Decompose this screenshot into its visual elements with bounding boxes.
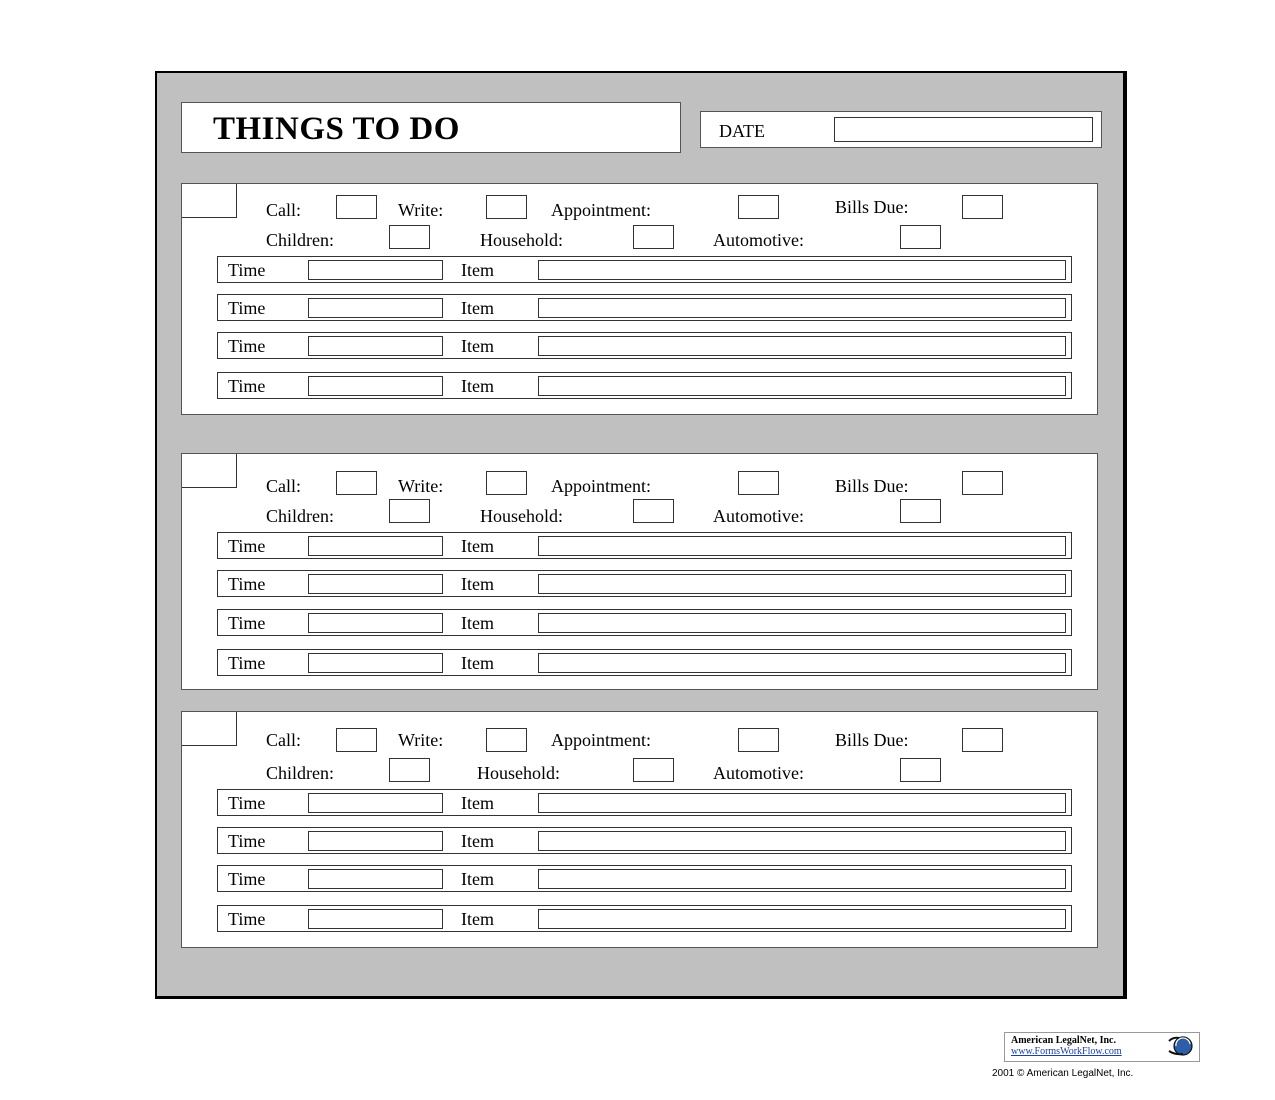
todo-row	[217, 532, 1072, 559]
item-field[interactable]	[538, 793, 1066, 813]
item-field[interactable]	[538, 260, 1066, 280]
household-checkbox[interactable]	[633, 499, 674, 523]
item-label: Item	[461, 376, 494, 396]
call-checkbox[interactable]	[336, 195, 377, 219]
company-name: American LegalNet, Inc.	[1011, 1035, 1116, 1046]
bills-due-checkbox[interactable]	[962, 195, 1003, 219]
bills-due-checkbox[interactable]	[962, 728, 1003, 752]
household-label: Household:	[480, 230, 563, 250]
publisher-logo	[1004, 1032, 1200, 1062]
todo-row	[217, 827, 1072, 854]
time-field[interactable]	[308, 653, 443, 673]
section-checkbox[interactable]	[182, 454, 237, 488]
todo-row	[217, 789, 1072, 816]
automotive-checkbox[interactable]	[900, 758, 941, 782]
item-label: Item	[461, 793, 494, 813]
date-label: DATE	[719, 121, 765, 141]
time-label: Time	[228, 909, 266, 929]
title-box	[181, 102, 681, 153]
todo-row	[217, 865, 1072, 892]
write-label: Write:	[398, 200, 444, 220]
time-label: Time	[228, 869, 266, 889]
time-field[interactable]	[308, 298, 443, 318]
appointment-label: Appointment:	[551, 730, 651, 750]
call-checkbox[interactable]	[336, 728, 377, 752]
automotive-checkbox[interactable]	[900, 225, 941, 249]
write-checkbox[interactable]	[486, 471, 527, 495]
item-label: Item	[461, 336, 494, 356]
bills-due-label: Bills Due:	[835, 730, 909, 750]
appointment-label: Appointment:	[551, 476, 651, 496]
todo-row	[217, 570, 1072, 597]
todo-row	[217, 294, 1072, 321]
item-field[interactable]	[538, 536, 1066, 556]
item-label: Item	[461, 260, 494, 280]
time-field[interactable]	[308, 376, 443, 396]
time-field[interactable]	[308, 869, 443, 889]
item-label: Item	[461, 613, 494, 633]
time-field[interactable]	[308, 613, 443, 633]
item-field[interactable]	[538, 574, 1066, 594]
time-label: Time	[228, 260, 266, 280]
children-label: Children:	[266, 506, 334, 526]
todo-row	[217, 372, 1072, 399]
automotive-label: Automotive:	[713, 230, 804, 250]
automotive-label: Automotive:	[713, 763, 804, 783]
call-checkbox[interactable]	[336, 471, 377, 495]
appointment-checkbox[interactable]	[738, 471, 779, 495]
time-label: Time	[228, 298, 266, 318]
date-box	[700, 111, 1102, 148]
item-field[interactable]	[538, 376, 1066, 396]
website-link[interactable]: www.FormsWorkFlow.com	[1011, 1046, 1122, 1057]
copyright-text: 2001 © American LegalNet, Inc.	[992, 1068, 1134, 1079]
call-label: Call:	[266, 476, 301, 496]
write-checkbox[interactable]	[486, 728, 527, 752]
time-label: Time	[228, 831, 266, 851]
time-label: Time	[228, 653, 266, 673]
todo-section-3	[181, 711, 1098, 948]
time-field[interactable]	[308, 793, 443, 813]
call-label: Call:	[266, 730, 301, 750]
household-label: Household:	[480, 506, 563, 526]
time-label: Time	[228, 613, 266, 633]
item-field[interactable]	[538, 909, 1066, 929]
household-label: Household:	[477, 763, 560, 783]
bills-due-label: Bills Due:	[835, 476, 909, 496]
todo-row	[217, 609, 1072, 636]
write-checkbox[interactable]	[486, 195, 527, 219]
appointment-label: Appointment:	[551, 200, 651, 220]
date-field[interactable]	[834, 117, 1093, 142]
children-checkbox[interactable]	[389, 758, 430, 782]
write-label: Write:	[398, 476, 444, 496]
item-label: Item	[461, 574, 494, 594]
todo-row	[217, 332, 1072, 359]
item-field[interactable]	[538, 298, 1066, 318]
item-field[interactable]	[538, 613, 1066, 633]
time-label: Time	[228, 574, 266, 594]
children-label: Children:	[266, 763, 334, 783]
time-label: Time	[228, 793, 266, 813]
page-title: THINGS TO DO	[213, 111, 460, 147]
children-checkbox[interactable]	[389, 225, 430, 249]
time-label: Time	[228, 536, 266, 556]
call-label: Call:	[266, 200, 301, 220]
automotive-label: Automotive:	[713, 506, 804, 526]
bills-due-checkbox[interactable]	[962, 471, 1003, 495]
bills-due-label: Bills Due:	[835, 197, 909, 217]
children-checkbox[interactable]	[389, 499, 430, 523]
time-field[interactable]	[308, 336, 443, 356]
todo-row	[217, 256, 1072, 283]
item-label: Item	[461, 653, 494, 673]
appointment-checkbox[interactable]	[738, 195, 779, 219]
todo-section-1	[181, 183, 1098, 415]
globe-arrow-icon	[1167, 1035, 1195, 1057]
item-field[interactable]	[538, 336, 1066, 356]
time-field[interactable]	[308, 536, 443, 556]
appointment-checkbox[interactable]	[738, 728, 779, 752]
item-field[interactable]	[538, 653, 1066, 673]
item-label: Item	[461, 536, 494, 556]
item-label: Item	[461, 831, 494, 851]
automotive-checkbox[interactable]	[900, 499, 941, 523]
children-label: Children:	[266, 230, 334, 250]
section-checkbox[interactable]	[182, 184, 237, 218]
household-checkbox[interactable]	[633, 225, 674, 249]
section-checkbox[interactable]	[182, 712, 237, 746]
time-field[interactable]	[308, 909, 443, 929]
item-field[interactable]	[538, 869, 1066, 889]
time-label: Time	[228, 336, 266, 356]
write-label: Write:	[398, 730, 444, 750]
item-label: Item	[461, 298, 494, 318]
time-field[interactable]	[308, 574, 443, 594]
todo-row	[217, 649, 1072, 676]
todo-section-2	[181, 453, 1098, 690]
time-field[interactable]	[308, 831, 443, 851]
item-label: Item	[461, 909, 494, 929]
todo-row	[217, 905, 1072, 932]
time-label: Time	[228, 376, 266, 396]
time-field[interactable]	[308, 260, 443, 280]
item-field[interactable]	[538, 831, 1066, 851]
item-label: Item	[461, 869, 494, 889]
household-checkbox[interactable]	[633, 758, 674, 782]
